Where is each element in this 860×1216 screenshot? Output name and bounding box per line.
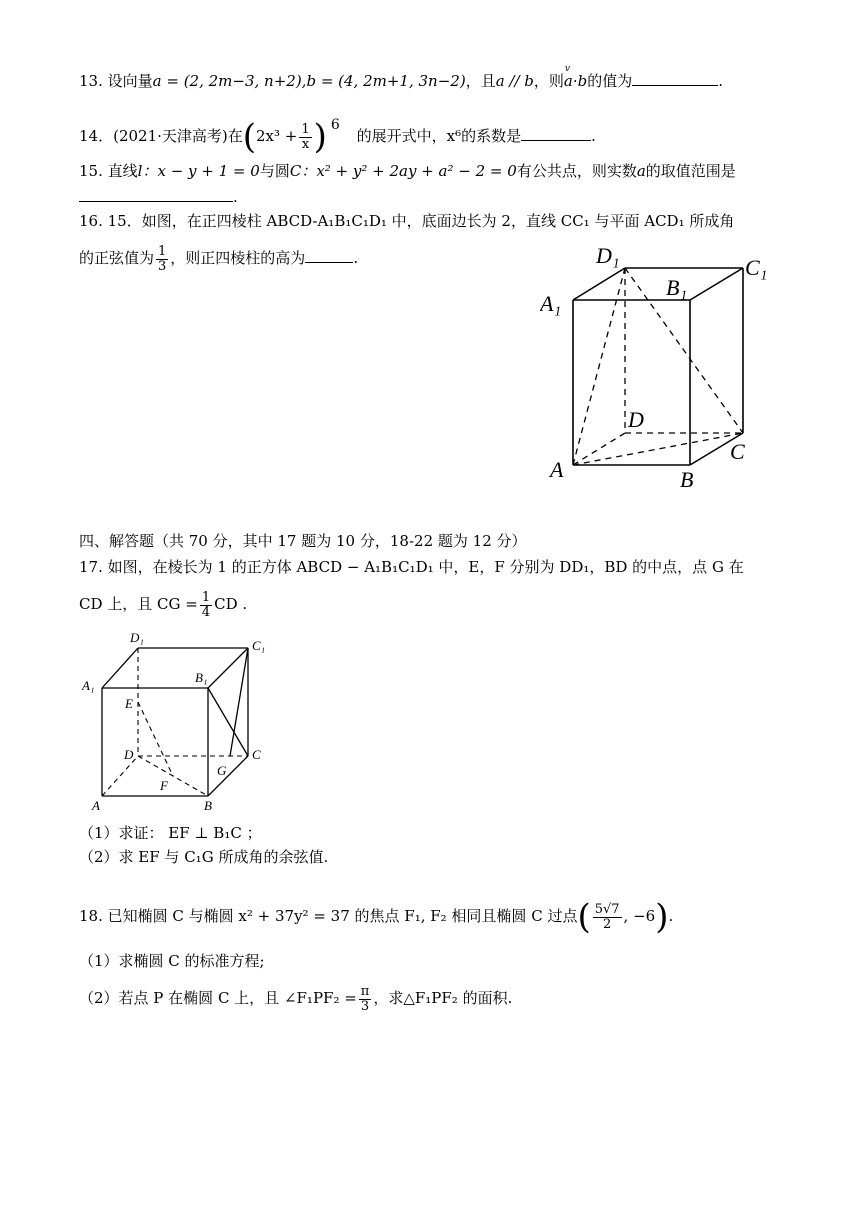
q14-fraction: $\frac{1}{x}$	[301, 121, 310, 152]
q15-mid: 与圆	[259, 162, 290, 180]
q15-tail: 有公共点，则实数	[516, 162, 637, 180]
q13-lead: 设向量	[107, 72, 153, 90]
edge-b-c	[208, 756, 248, 796]
q14-power: 6	[330, 117, 340, 133]
q14-term: 2x³ +	[256, 127, 298, 145]
question-18-part1: （1）求椭圆 C 的标准方程;	[79, 952, 265, 970]
q13-dot-product: v a·b	[564, 70, 587, 92]
q16-number: 16. 15．	[79, 212, 142, 230]
question-16-line1	[79, 210, 734, 232]
q18-point-x: $\frac{5√7}{2}$	[594, 901, 620, 932]
section-4-heading: 四、解答题（共 70 分，其中 17 题为 10 分，18-22 题为 12 分）	[79, 532, 527, 550]
label-a1: A₁	[82, 678, 95, 693]
label-d: D	[628, 407, 644, 432]
q15-line-name: l	[137, 162, 143, 180]
q15-tail2: 的取值范围是	[645, 162, 736, 180]
question-15	[79, 160, 736, 182]
q18-part2-pre: （2）若点 P 在椭圆 C 上，且 ∠F₁PF₂ =	[79, 989, 357, 1007]
segment-e-f	[138, 702, 173, 776]
question-18-line1: 18. 已知椭圆 C 与椭圆 x² + 37y² = 37 的焦点 F₁, F₂ 相同且椭圆 C 过点( $\frac{5√7}{2}$ , −6).	[79, 897, 674, 937]
q13-number: 13.	[79, 72, 103, 90]
q13-vector-b: b = (4, 2m+1, 3n−2)	[306, 72, 466, 90]
q14-answer-blank	[521, 126, 591, 141]
q16-line2-pre: 的正弦值为	[79, 249, 155, 267]
q13-end: .	[718, 72, 724, 90]
q13-tail: 的值为	[587, 72, 633, 90]
q14-text: 的展开式中，x⁶的系数是	[356, 127, 522, 145]
q13-condition: a // b	[495, 72, 534, 90]
question-17-part2: （2）求 EF 与 C₁G 所成角的余弦值.	[79, 848, 329, 866]
label-d1: D₁	[596, 245, 620, 268]
segment-b1-c	[208, 688, 248, 756]
q17-line2-post: CD .	[214, 595, 248, 613]
question-17-part1: （1）求证： EF ⊥ B₁C ；	[79, 824, 262, 842]
q17-fraction: $\frac{1}{4}$	[201, 589, 211, 620]
q17-cube-figure	[80, 628, 280, 818]
q15-var: a	[636, 162, 646, 180]
q16-fraction: $\frac{1}{3}$	[158, 243, 167, 274]
q13-answer-blank	[632, 71, 718, 86]
question-16-line2	[79, 238, 358, 278]
q16-prism-figure	[540, 245, 790, 495]
q15-circle-eq: ：x² + y² + 2ay + a² − 2 = 0	[301, 162, 517, 180]
q13-vector-a: a = (2, 2m−3, n+2),	[152, 72, 307, 90]
q18-end: .	[668, 907, 674, 925]
label-c1: C₁	[252, 638, 266, 653]
q13-cond-pre: ，且	[465, 72, 496, 90]
q15-answer-blank	[79, 187, 233, 202]
label-a1: A₁	[540, 291, 562, 316]
edge-a1-d1	[102, 648, 138, 688]
q18-part2-post: ，求△F₁PF₂ 的面积.	[373, 989, 513, 1007]
edge-b1-c1	[690, 268, 743, 300]
label-g: G	[217, 763, 227, 778]
label-b1: B₁	[195, 670, 208, 685]
question-18-part2	[79, 976, 512, 1020]
q15-circle-name: C	[289, 162, 302, 180]
label-a: A	[92, 798, 100, 813]
label-b1: B₁	[666, 275, 688, 300]
q14-number: 14．	[79, 127, 114, 145]
edge-a1-d1	[573, 268, 625, 300]
diag-a-d1	[573, 268, 625, 465]
q17-line2-pre: CD 上，且 CG =	[79, 595, 198, 613]
q14-end: .	[591, 127, 596, 145]
q18-line1-pre: 18. 已知椭圆 C 与椭圆 x² + 37y² = 37 的焦点 F₁, F₂ 相同且椭圆 C 过点	[79, 907, 578, 925]
label-f: F	[160, 778, 168, 793]
q15-lead: 直线	[107, 162, 138, 180]
label-c: C	[730, 439, 745, 464]
q18-angle-fraction: $\frac{\pi}{3}$	[360, 983, 370, 1014]
question-17-line2	[79, 584, 247, 624]
question-14: 14．(2021·天津高考)在(2x³ + $\frac{1}{x}$ ) 6 的展开式中，x⁶的系数是 .	[79, 117, 596, 157]
q14-source: (2021·天津高考)在	[113, 127, 243, 145]
q15-number: 15.	[79, 162, 103, 180]
q18-point-y: , −6	[623, 907, 656, 925]
question-13	[79, 70, 723, 92]
label-b: B	[204, 798, 212, 813]
question-15-blank-line	[79, 186, 238, 208]
q15-line-eq: ：x − y + 1 = 0	[142, 162, 260, 180]
label-a: A	[550, 457, 564, 482]
q16-end: .	[353, 249, 359, 267]
label-c: C	[252, 747, 261, 762]
q13-then: ，则	[533, 72, 564, 90]
q16-answer-blank	[305, 248, 353, 263]
label-d: D	[124, 747, 134, 762]
q16-line1: 如图，在正四棱柱 ABCD-A₁B₁C₁D₁ 中，底面边长为 2，直线 CC₁ 与平面 ACD₁ 所成角	[141, 212, 735, 230]
label-c1: C₁	[745, 255, 768, 280]
label-b: B	[680, 467, 694, 492]
label-e: E	[125, 696, 133, 711]
q15-end: .	[233, 188, 238, 206]
label-d1: D₁	[130, 630, 144, 645]
q16-line2-post: ，则正四棱柱的高为	[170, 249, 306, 267]
question-17-line1: 17. 如图，在棱长为 1 的正方体 ABCD − A₁B₁C₁D₁ 中，E，F 分别为 DD₁，BD 的中点，点 G 在	[79, 558, 744, 576]
edge-a-d-hidden	[102, 756, 138, 796]
